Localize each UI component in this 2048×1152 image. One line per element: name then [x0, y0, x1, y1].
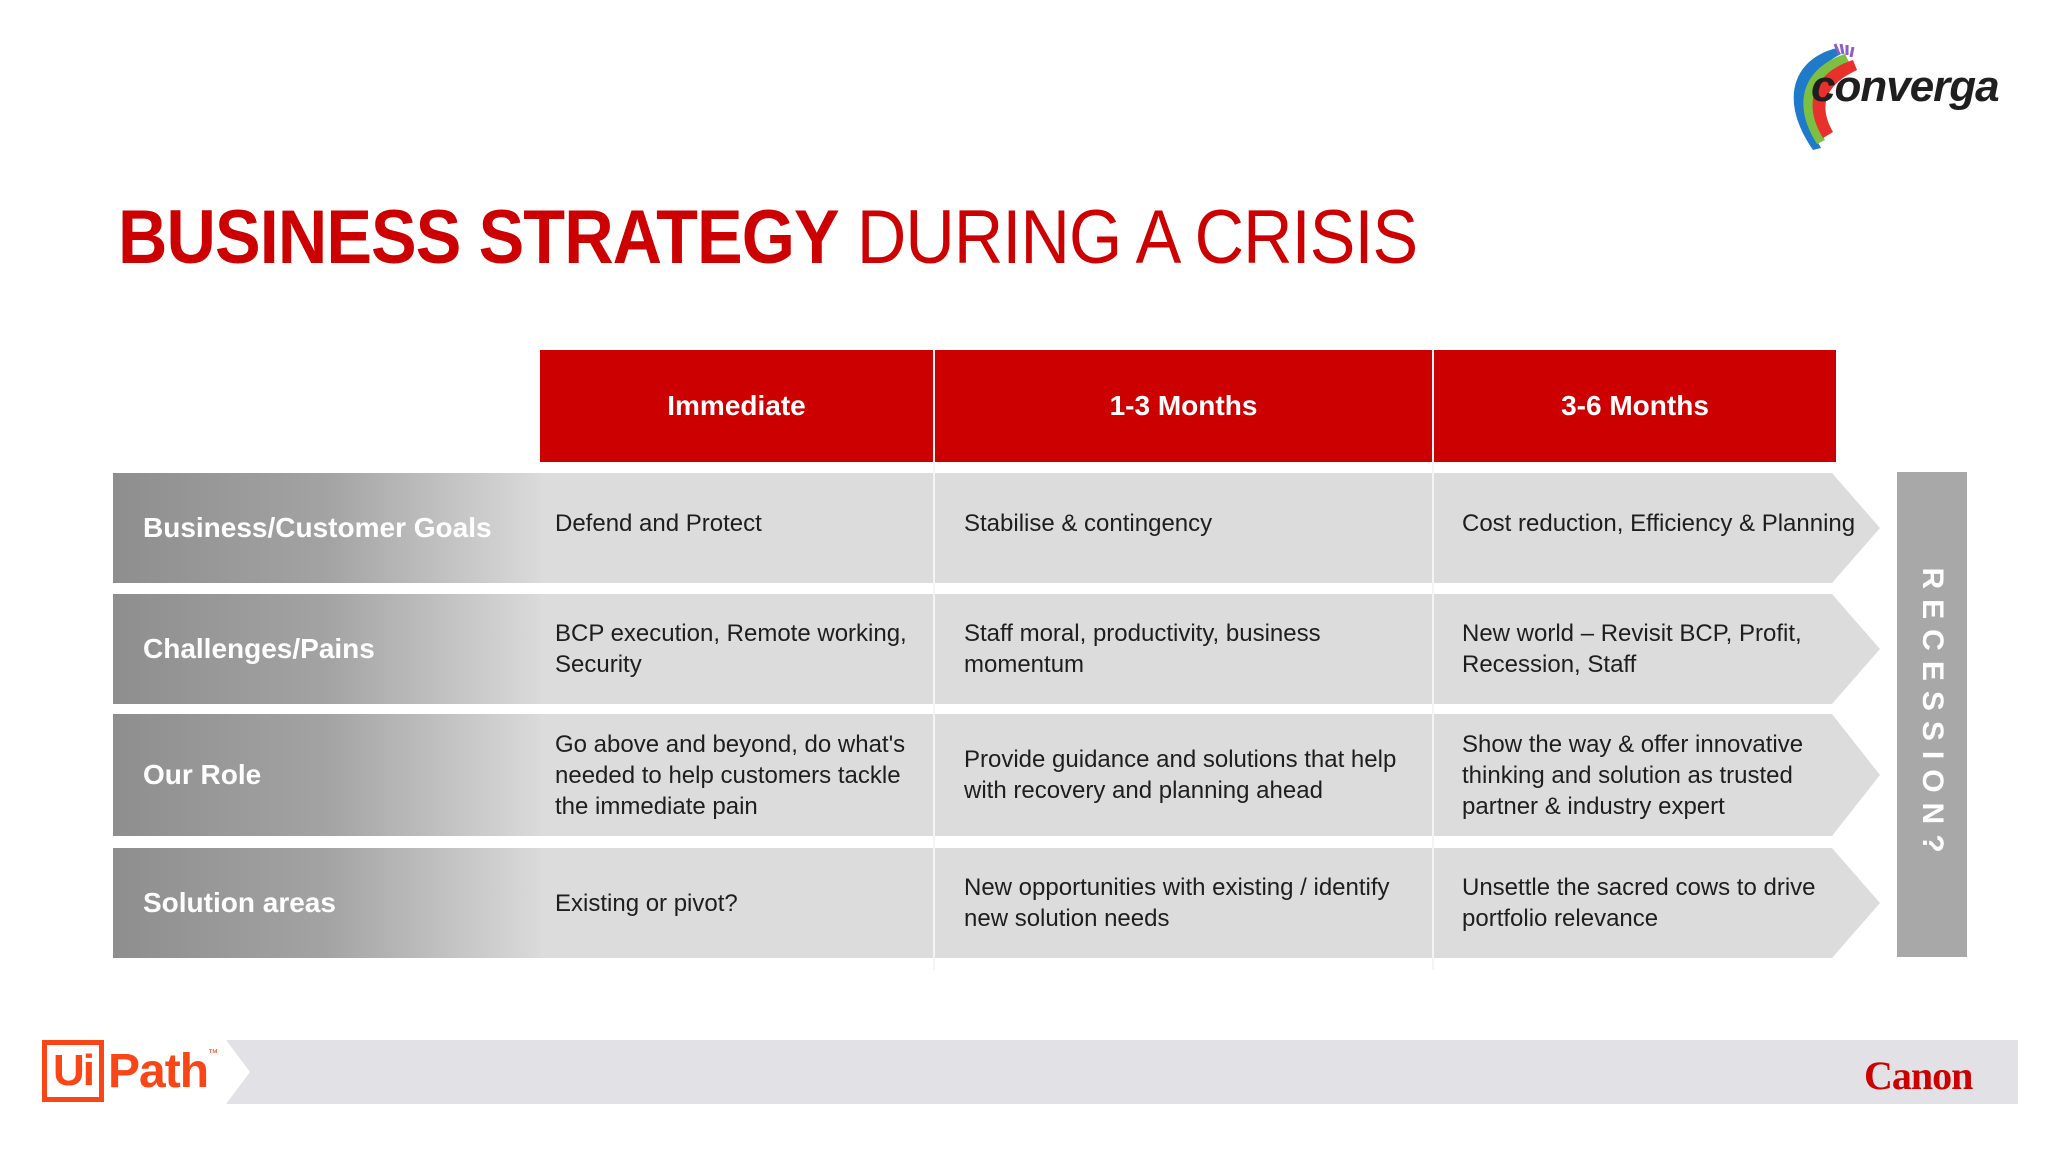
title-light: DURING A CRISIS	[856, 195, 1418, 280]
cell-text-line: portfolio relevance	[1462, 905, 1659, 932]
cell-challenges-1-3	[964, 594, 1432, 704]
row-label-business-goals: Business/Customer Goals	[113, 473, 540, 583]
cell-text-line: BCP execution, Remote working,	[555, 620, 907, 647]
row-label-solution-areas: Solution areas	[113, 848, 540, 958]
cell-text-line: the immediate pain	[555, 792, 758, 820]
cell-goals-immediate	[555, 473, 933, 583]
footer-band	[0, 1040, 2018, 1104]
recession-bar	[1897, 472, 1967, 957]
recession-label: RECESSION?	[1916, 566, 1949, 863]
uipath-logo	[42, 1038, 218, 1104]
cell-text-line: Existing or pivot?	[555, 889, 738, 917]
canon-logo: Canon	[1864, 1053, 1973, 1098]
cell-text-line: Recession, Staff	[1462, 651, 1637, 678]
cell-text-line: New world – Revisit BCP, Profit,	[1462, 620, 1802, 647]
cell-role-1-3	[964, 714, 1432, 836]
cell-text-line: Show the way & offer innovative	[1462, 730, 1804, 758]
cell-text-line: Security	[555, 651, 642, 678]
cell-text-line: Defend and Protect	[555, 509, 762, 537]
cell-text-line: Staff moral, productivity, business momentum	[964, 620, 1321, 678]
cell-text-line: with recovery and planning ahead	[964, 777, 1323, 804]
cell-challenges-3-6	[1462, 594, 1882, 704]
cell-text-line: Provide guidance and solutions that help	[964, 746, 1397, 773]
cell-goals-1-3	[964, 473, 1432, 583]
cell-text-line: Stabilise & contingency	[964, 509, 1213, 537]
cell-solutions-1-3	[964, 848, 1432, 958]
cell-solutions-immediate	[555, 848, 933, 958]
converga-logo	[1775, 40, 2005, 160]
column-header-3-6-months: 3-6 Months	[1434, 350, 1836, 462]
cell-role-3-6	[1462, 714, 1882, 836]
cell-text-line: thinking and solution as trusted	[1462, 761, 1793, 789]
row-label-challenges: Challenges/Pains	[113, 594, 540, 704]
page-title	[118, 195, 1418, 280]
cell-challenges-immediate	[555, 594, 933, 704]
cell-text-line: Unsettle the sacred cows to drive	[1462, 874, 1816, 901]
column-separator	[1432, 350, 1434, 970]
uipath-ui-box: Ui	[42, 1040, 104, 1102]
cell-text-line: Cost reduction, Efficiency & Planning	[1462, 509, 1856, 537]
column-header-immediate: Immediate	[540, 350, 933, 462]
cell-text-line: new solution needs	[964, 905, 1170, 932]
column-header-1-3-months: 1-3 Months	[935, 350, 1432, 462]
cell-text-line: needed to help customers tackle	[555, 761, 901, 789]
cell-solutions-3-6	[1462, 848, 1882, 958]
column-separator	[933, 350, 935, 970]
uipath-trademark: ™	[208, 1048, 219, 1059]
title-strong: BUSINESS STRATEGY	[118, 195, 839, 280]
cell-text-line: Go above and beyond, do what's	[555, 730, 906, 758]
converga-wordmark: converga	[1811, 62, 1999, 111]
row-label-our-role: Our Role	[113, 714, 540, 836]
cell-text-line: partner & industry expert	[1462, 792, 1725, 820]
cell-text-line: New opportunities with existing / identify	[964, 874, 1390, 901]
cell-role-immediate	[555, 714, 933, 836]
cell-goals-3-6	[1462, 473, 1882, 583]
uipath-path-text: Path	[108, 1044, 209, 1098]
